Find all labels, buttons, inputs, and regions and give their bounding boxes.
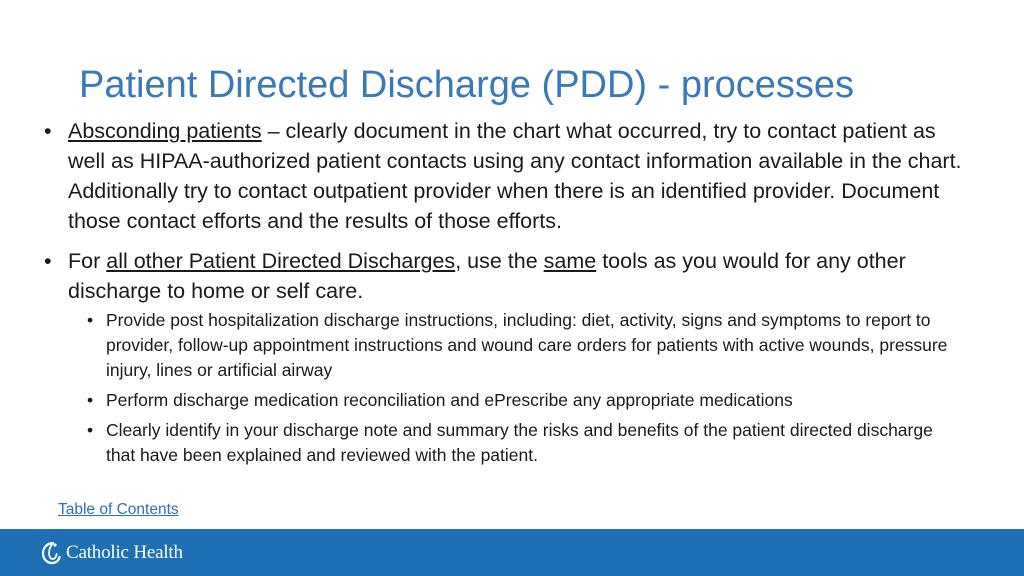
table-of-contents-link[interactable]: Table of Contents xyxy=(58,501,179,518)
slide-title: Patient Directed Discharge (PDD) - processes xyxy=(79,64,855,106)
other-discharges-text-1: For xyxy=(68,249,107,273)
sub-bullet-icon: • xyxy=(87,390,94,410)
sub-bullet-list xyxy=(68,308,964,468)
catholic-health-logo-text: Catholic Health xyxy=(66,542,183,563)
bullet-other-discharges xyxy=(44,246,964,468)
sub-bullet-icon: • xyxy=(87,420,94,440)
other-discharges-text-2: , use the xyxy=(455,249,544,273)
catholic-health-logo xyxy=(40,539,183,567)
bullet-icon: • xyxy=(44,249,52,273)
sub-bullet-risks-benefits xyxy=(87,418,964,468)
other-discharges-text-3: tools as you would for any other discharge to home or self care. xyxy=(68,249,906,303)
other-discharges-underline-1: all other Patient Directed Discharges xyxy=(106,249,456,273)
other-discharges-underline-2: same xyxy=(543,249,597,273)
sub-bullet-text: Perform discharge medication reconciliation and ePrescribe any appropriate medications xyxy=(106,390,793,410)
absconding-patients-text: – clearly document in the chart what occurred, try to contact patient as well as HIPAA-authorized patient contacts using any contact information available in the chart. Additionally try to contact outpatient provider when there is an identified provider. Document those contact efforts and the results of those efforts. xyxy=(68,119,962,233)
bullet-icon: • xyxy=(44,119,52,143)
sub-bullet-discharge-instructions xyxy=(87,308,964,383)
sub-bullet-icon: • xyxy=(87,310,94,330)
sub-bullet-medication-reconciliation xyxy=(87,388,964,413)
absconding-patients-label: Absconding patients xyxy=(68,119,262,143)
footer-band xyxy=(0,529,1024,576)
sub-bullet-text: Clearly identify in your discharge note and summary the risks and benefits of the patient directed discharge that have been explained and reviewed with the patient. xyxy=(106,420,933,465)
slide-body xyxy=(44,116,964,478)
sub-bullet-text: Provide post hospitalization discharge instructions, including: diet, activity, signs and symptoms to report to provider, follow-up appointment instructions and wound care orders for patients with active wounds, pressure injury, lines or artificial airway xyxy=(106,310,948,380)
bullet-list xyxy=(44,116,964,468)
bullet-absconding-patients xyxy=(44,116,964,236)
catholic-health-logo-icon xyxy=(40,540,62,566)
